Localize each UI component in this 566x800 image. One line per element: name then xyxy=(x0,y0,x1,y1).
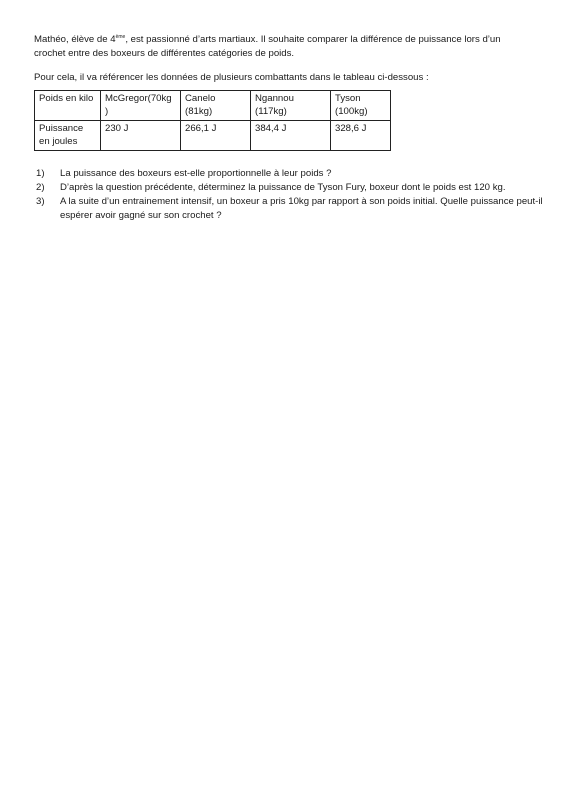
table-cell: 384,4 J xyxy=(251,121,331,151)
table-lead-paragraph: Pour cela, il va référencer les données de plusieurs combattants dans le tableau ci-dessous : xyxy=(34,72,429,83)
document-body xyxy=(34,33,543,223)
question-number: 2) xyxy=(36,182,45,193)
table-cell: 266,1 J xyxy=(181,121,251,151)
table-row-power xyxy=(35,121,391,151)
intro-text-start: Mathéo, élève de 4 xyxy=(34,34,116,45)
grade-superscript: ème xyxy=(115,34,126,40)
question-item xyxy=(34,167,546,181)
boxers-table xyxy=(34,90,391,151)
question-text: La puissance des boxeurs est-elle proportionnelle à leur poids ? xyxy=(60,168,332,179)
question-item xyxy=(34,181,546,195)
question-text: A la suite d’un entrainement intensif, un boxeur a pris 10kg par rapport à son poids initial. Quelle puissance peut-il espérer avoir gagné sur son crochet ? xyxy=(60,196,543,221)
table-cell: 328,6 J xyxy=(331,121,391,151)
table-cell: McGregor(70kg ) xyxy=(101,91,181,121)
table-cell: Poids en kilo xyxy=(35,91,101,121)
question-item xyxy=(34,195,546,223)
question-number: 1) xyxy=(36,168,45,179)
table-row-weight xyxy=(35,91,391,121)
table-cell: 230 J xyxy=(101,121,181,151)
questions-list xyxy=(34,167,543,223)
intro-paragraph xyxy=(34,33,534,61)
table-cell: Ngannou (117kg) xyxy=(251,91,331,121)
table-cell: Puissance en joules xyxy=(35,121,101,151)
intro-text-end: , est passionné d’arts martiaux. Il souhaite comparer la différence de puissance lors d’un crochet entre des boxeurs de différentes catégories de poids. xyxy=(34,34,501,59)
question-number: 3) xyxy=(36,196,45,207)
table-cell: Canelo (81kg) xyxy=(181,91,251,121)
question-text: D’après la question précédente, déterminez la puissance de Tyson Fury, boxeur dont le poids est 120 kg. xyxy=(60,182,506,193)
table-cell: Tyson (100kg) xyxy=(331,91,391,121)
